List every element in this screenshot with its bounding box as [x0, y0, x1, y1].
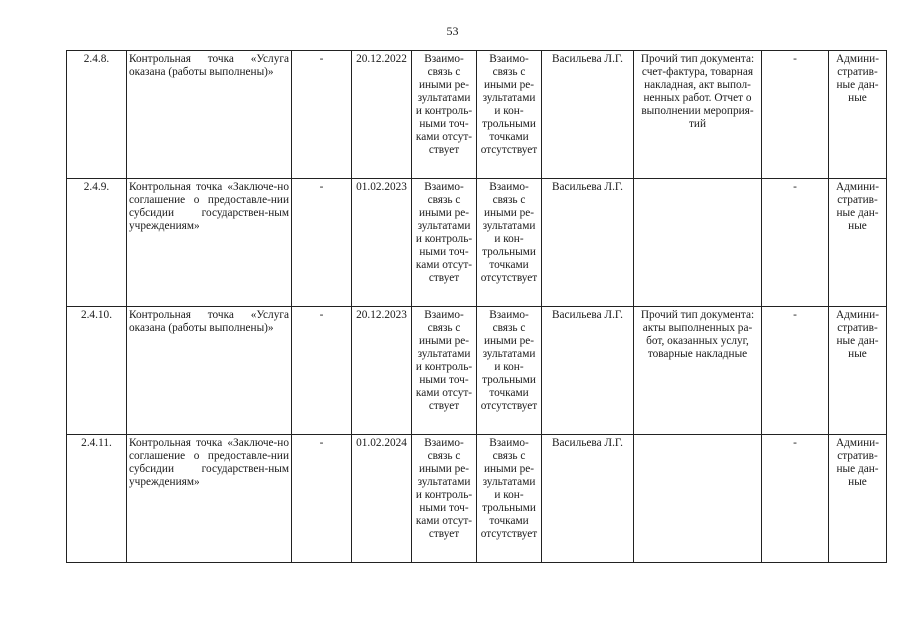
information-system-cell: - [762, 179, 829, 307]
deadline-date: 01.02.2024 [352, 435, 412, 563]
information-system-cell: - [762, 435, 829, 563]
relation-previous: Взаимо-связь с иными ре-зультатами и контроль-ными точ-ками отсут-ствует [412, 307, 477, 435]
confirming-document [634, 435, 762, 563]
relation-previous: Взаимо-связь с иными ре-зультатами и контроль-ными точ-ками отсут-ствует [412, 179, 477, 307]
row-number: 2.4.11. [67, 435, 127, 563]
row-number: 2.4.8. [67, 51, 127, 179]
control-point-name: Контрольная точка «Услуга оказана (работы выполнены)» [127, 307, 292, 435]
confirming-document: Прочий тип документа: акты выполненных ра-бот, оказанных услуг, товарные накладные [634, 307, 762, 435]
relation-next: Взаимо-связь с иными ре-зультатами и кон-трольными точками отсутствует [477, 307, 542, 435]
responsible-person: Васильева Л.Г. [542, 179, 634, 307]
data-source: Админи-стратив-ные дан-ные [829, 51, 887, 179]
relation-previous: Взаимо-связь с иными ре-зультатами и контроль-ными точ-ками отсут-ствует [412, 51, 477, 179]
data-source: Админи-стратив-ные дан-ные [829, 435, 887, 563]
table-row [67, 51, 887, 179]
row-number: 2.4.9. [67, 179, 127, 307]
control-point-name: Контрольная точка «Заключе-но соглашение о предоставле-нии субсидии государствен-ным учреждениям» [127, 435, 292, 563]
control-point-name: Контрольная точка «Заключе-но соглашение о предоставле-нии субсидии государствен-ным учреждениям» [127, 179, 292, 307]
base-value-cell: - [292, 307, 352, 435]
confirming-document [634, 179, 762, 307]
row-number: 2.4.10. [67, 307, 127, 435]
responsible-person: Васильева Л.Г. [542, 435, 634, 563]
deadline-date: 20.12.2023 [352, 307, 412, 435]
table-row [67, 307, 887, 435]
base-value-cell: - [292, 179, 352, 307]
table-row [67, 179, 887, 307]
base-value-cell: - [292, 435, 352, 563]
base-value-cell: - [292, 51, 352, 179]
information-system-cell: - [762, 51, 829, 179]
data-source: Админи-стратив-ные дан-ные [829, 179, 887, 307]
responsible-person: Васильева Л.Г. [542, 307, 634, 435]
deadline-date: 20.12.2022 [352, 51, 412, 179]
control-point-name: Контрольная точка «Услуга оказана (работы выполнены)» [127, 51, 292, 179]
relation-next: Взаимо-связь с иными ре-зультатами и кон-трольными точками отсутствует [477, 435, 542, 563]
information-system-cell: - [762, 307, 829, 435]
data-source: Админи-стратив-ные дан-ные [829, 307, 887, 435]
table-row [67, 435, 887, 563]
page-number: 53 [446, 24, 459, 38]
relation-next: Взаимо-связь с иными ре-зультатами и кон-трольными точками отсутствует [477, 51, 542, 179]
responsible-person: Васильева Л.Г. [542, 51, 634, 179]
relation-previous: Взаимо-связь с иными ре-зультатами и контроль-ными точ-ками отсут-ствует [412, 435, 477, 563]
control-points-table [66, 50, 887, 563]
relation-next: Взаимо-связь с иными ре-зультатами и кон-трольными точками отсутствует [477, 179, 542, 307]
confirming-document: Прочий тип документа: счет-фактура, товарная накладная, акт выпол-ненных работ. Отчет о выполнении мероприя-тий [634, 51, 762, 179]
deadline-date: 01.02.2023 [352, 179, 412, 307]
